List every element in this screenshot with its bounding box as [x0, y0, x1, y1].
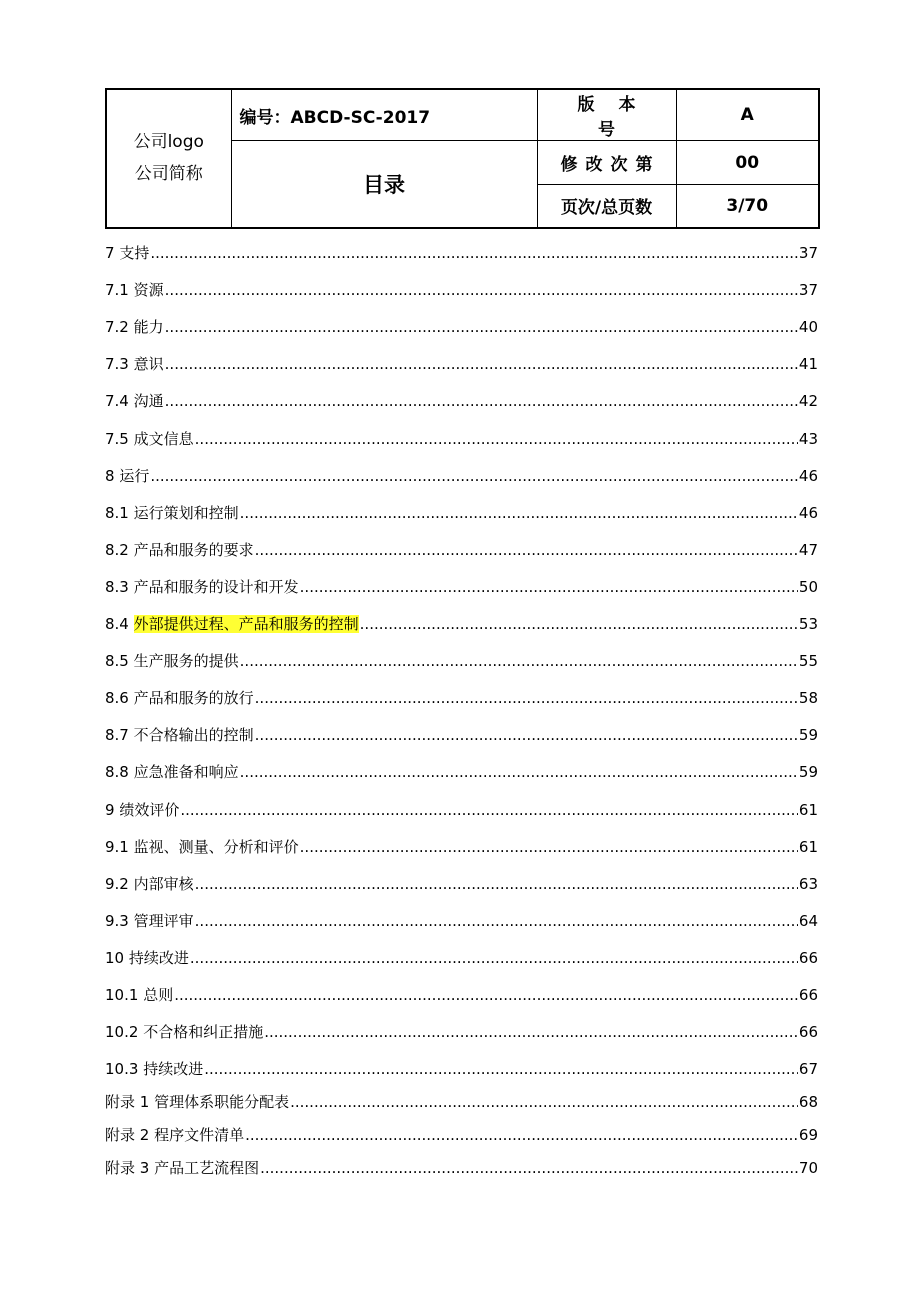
page-title: 目录 [231, 141, 537, 228]
toc-entry-label: 外部提供过程、产品和服务的控制 [133, 615, 359, 634]
toc-entry-number: 8.5 [105, 652, 129, 671]
toc-entry[interactable] [105, 1145, 818, 1178]
toc-entry-number: 9.2 [105, 874, 129, 893]
toc-entry-number: 7.3 [105, 355, 129, 374]
toc-entry-page: 50 [798, 577, 818, 596]
toc-entry-title [105, 1092, 289, 1112]
toc-entry-page: 41 [798, 355, 818, 374]
toc-entry-page: 63 [798, 874, 818, 893]
toc-entry-page: 46 [798, 503, 818, 522]
toc-entry-number: 7.1 [105, 281, 129, 300]
toc-entry[interactable] [105, 894, 818, 931]
toc-entry-title [105, 948, 189, 968]
toc-entry-title [105, 577, 299, 597]
toc-dot-leader [165, 280, 798, 300]
toc-dot-leader [150, 466, 798, 486]
toc-entry-number: 8 [105, 466, 115, 485]
toc-entry-title [105, 911, 194, 931]
toc-entry[interactable] [105, 337, 818, 374]
toc-entry-page: 59 [798, 726, 818, 745]
toc-entry[interactable] [105, 1005, 818, 1042]
toc-entry-number: 9.1 [105, 837, 129, 856]
toc-entry-title [105, 651, 239, 671]
toc-dot-leader [300, 577, 798, 597]
toc-entry-page: 43 [798, 429, 818, 448]
toc-entry[interactable] [105, 263, 818, 300]
toc-entry-page: 55 [798, 652, 818, 671]
toc-entry-number: 10 [105, 948, 125, 967]
toc-entry-title [105, 837, 299, 857]
document-code: 编号：ABCD-SC-2017 [231, 89, 537, 141]
toc-entry[interactable] [105, 782, 818, 819]
toc-entry-page: 37 [798, 244, 818, 263]
toc-entry-label: 持续改进 [143, 1060, 204, 1079]
toc-entry-page: 66 [798, 1023, 818, 1042]
toc-entry-label: 产品和服务的设计和开发 [133, 577, 299, 596]
toc-entry-label: 运行 [119, 466, 150, 485]
toc-entry-label: 支持 [119, 244, 150, 263]
toc-entry[interactable] [105, 523, 818, 560]
toc-entry-label: 应急准备和响应 [133, 763, 239, 782]
toc-dot-leader [204, 1059, 798, 1079]
toc-entry-number: 8.7 [105, 726, 129, 745]
toc-dot-leader [245, 1125, 798, 1145]
toc-entry-title [105, 725, 254, 745]
toc-entry-number: 8.3 [105, 577, 129, 596]
toc-entry-page: 69 [798, 1126, 818, 1145]
toc-entry-page: 59 [798, 763, 818, 782]
toc-dot-leader [165, 317, 798, 337]
toc-dot-leader [240, 503, 798, 523]
toc-entry-number: 10.3 [105, 1060, 139, 1079]
toc-entry-title [105, 466, 149, 486]
table-of-contents [105, 226, 818, 1178]
toc-entry-number: 7.5 [105, 429, 129, 448]
toc-dot-leader [165, 354, 798, 374]
toc-entry[interactable] [105, 486, 818, 523]
toc-entry-number: 8.2 [105, 540, 129, 559]
toc-dot-leader [255, 540, 798, 560]
toc-entry[interactable] [105, 745, 818, 782]
toc-entry-title [105, 800, 179, 820]
toc-entry-title [105, 391, 164, 411]
toc-dot-leader [260, 1158, 798, 1178]
toc-entry-page: 68 [798, 1093, 818, 1112]
toc-dot-leader [255, 688, 798, 708]
toc-entry[interactable] [105, 931, 818, 968]
toc-entry-label: 监视、测量、分析和评价 [133, 837, 299, 856]
toc-dot-leader [174, 985, 798, 1005]
company-cell [106, 89, 231, 228]
toc-entry-number: 附录 2 [105, 1126, 150, 1145]
revision-value: 00 [676, 141, 819, 185]
toc-entry[interactable] [105, 708, 818, 745]
toc-entry[interactable] [105, 411, 818, 448]
toc-entry-label: 产品和服务的放行 [133, 689, 254, 708]
toc-entry[interactable] [105, 857, 818, 894]
toc-entry-number: 附录 3 [105, 1159, 150, 1178]
toc-entry-page: 47 [798, 540, 818, 559]
toc-dot-leader [240, 762, 798, 782]
toc-entry[interactable] [105, 374, 818, 411]
toc-entry-page: 40 [798, 318, 818, 337]
toc-dot-leader [255, 725, 798, 745]
toc-entry[interactable] [105, 1079, 818, 1112]
toc-entry-page: 58 [798, 689, 818, 708]
toc-entry[interactable] [105, 300, 818, 337]
toc-entry-page: 64 [798, 911, 818, 930]
toc-entry-page: 61 [798, 837, 818, 856]
page-count-value: 3/70 [676, 185, 819, 228]
company-short-name: 公司简称 [134, 164, 203, 185]
toc-entry-page: 42 [798, 392, 818, 411]
toc-entry-title [105, 317, 164, 337]
toc-entry-label: 内部审核 [133, 874, 194, 893]
toc-entry-page: 61 [798, 800, 818, 819]
toc-entry[interactable] [105, 597, 818, 634]
toc-dot-leader [195, 874, 798, 894]
toc-entry-number: 7.2 [105, 318, 129, 337]
toc-entry-number: 8.4 [105, 615, 129, 634]
toc-entry-label: 持续改进 [128, 948, 189, 967]
toc-entry-number: 10.1 [105, 985, 139, 1004]
toc-entry-number: 8.6 [105, 689, 129, 708]
toc-entry-number: 10.2 [105, 1023, 139, 1042]
toc-entry[interactable] [105, 560, 818, 597]
toc-entry-title [105, 540, 254, 560]
toc-entry-title [105, 688, 254, 708]
toc-entry-label: 沟通 [133, 392, 164, 411]
toc-entry-page: 67 [798, 1060, 818, 1079]
document-header-table [105, 88, 820, 229]
toc-entry-page: 46 [798, 466, 818, 485]
toc-entry-title [105, 1158, 259, 1178]
toc-entry[interactable] [105, 671, 818, 708]
toc-entry-label: 资源 [133, 281, 164, 300]
toc-dot-leader [165, 391, 798, 411]
toc-entry-number: 附录 1 [105, 1093, 150, 1112]
toc-dot-leader [300, 837, 798, 857]
toc-entry-label: 成文信息 [133, 429, 194, 448]
toc-entry-number: 8.8 [105, 763, 129, 782]
toc-entry-label: 不合格输出的控制 [133, 726, 254, 745]
toc-dot-leader [240, 651, 798, 671]
toc-entry-label: 运行策划和控制 [133, 503, 239, 522]
version-value: A [676, 89, 819, 141]
version-label: 版本号 [537, 89, 676, 141]
toc-entry-label: 产品和服务的要求 [133, 540, 254, 559]
toc-entry-number: 7.4 [105, 392, 129, 411]
toc-entry-title [105, 762, 239, 782]
toc-entry-page: 66 [798, 948, 818, 967]
toc-dot-leader [180, 800, 798, 820]
toc-entry-title [105, 1022, 263, 1042]
toc-entry-title [105, 243, 149, 263]
toc-entry-label: 不合格和纠正措施 [143, 1023, 264, 1042]
toc-dot-leader [264, 1022, 798, 1042]
toc-entry-label: 生产服务的提供 [133, 652, 239, 671]
toc-entry-number: 9.3 [105, 911, 129, 930]
toc-entry-title [105, 429, 194, 449]
toc-entry-label: 绩效评价 [119, 800, 180, 819]
toc-entry-page: 70 [798, 1159, 818, 1178]
company-logo-text: 公司logo [133, 132, 204, 153]
toc-dot-leader [195, 429, 798, 449]
toc-entry-title [105, 503, 239, 523]
toc-entry-number: 8.1 [105, 503, 129, 522]
toc-entry-title [105, 1125, 244, 1145]
toc-entry[interactable] [105, 1042, 818, 1079]
toc-entry-page: 53 [798, 615, 818, 634]
toc-entry-title [105, 874, 194, 894]
toc-entry-label: 总则 [143, 985, 174, 1004]
toc-dot-leader [290, 1092, 798, 1112]
toc-entry-title [105, 985, 173, 1005]
toc-entry[interactable] [105, 634, 818, 671]
toc-entry-number: 7 [105, 244, 115, 263]
page-count-label: 页次/总页数 [537, 185, 676, 228]
toc-entry[interactable] [105, 820, 818, 857]
toc-entry-title [105, 614, 359, 634]
toc-entry-label: 产品工艺流程图 [154, 1159, 260, 1178]
toc-entry-label: 程序文件清单 [154, 1126, 245, 1145]
toc-entry-title [105, 280, 164, 300]
toc-entry-label: 意识 [133, 355, 164, 374]
toc-entry[interactable] [105, 968, 818, 1005]
revision-label: 修改次第 [537, 141, 676, 185]
toc-dot-leader [360, 614, 798, 634]
toc-entry-label: 管理体系职能分配表 [154, 1093, 290, 1112]
toc-entry-label: 能力 [133, 318, 164, 337]
toc-entry[interactable] [105, 1112, 818, 1145]
toc-entry-title [105, 354, 164, 374]
toc-dot-leader [150, 243, 798, 263]
toc-entry-title [105, 1059, 203, 1079]
toc-dot-leader [195, 911, 798, 931]
toc-dot-leader [190, 948, 798, 968]
toc-entry[interactable] [105, 226, 818, 263]
toc-entry-label: 管理评审 [133, 911, 194, 930]
toc-entry[interactable] [105, 449, 818, 486]
toc-entry-page: 66 [798, 985, 818, 1004]
toc-entry-page: 37 [798, 281, 818, 300]
toc-entry-number: 9 [105, 800, 115, 819]
